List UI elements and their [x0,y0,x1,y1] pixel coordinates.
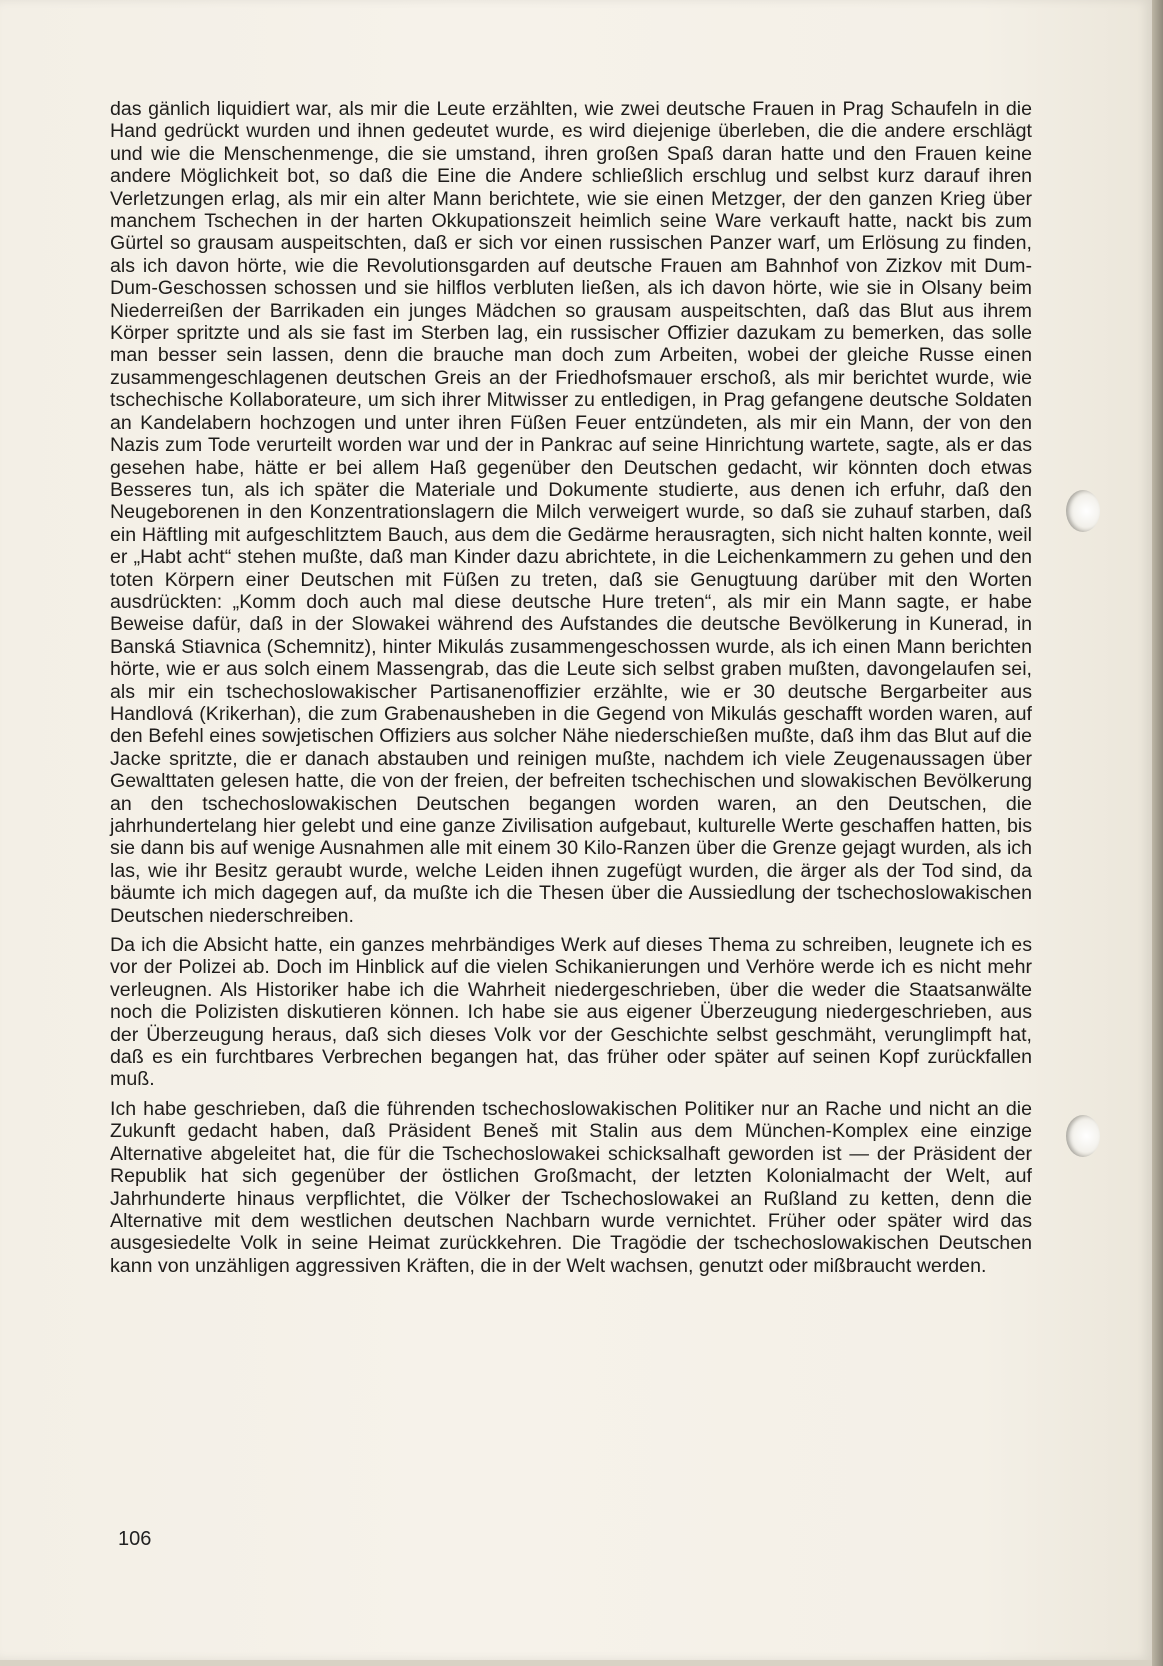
body-text [110,98,1032,1284]
paragraph-3: Ich habe geschrieben, daß die führenden tschechoslowakischen Politiker nur an Rache und nicht an die Zukunft gedacht haben, daß Präsident Beneš mit Stalin aus dem München-Komplex eine einzige Alternative abgeleitet hat, die für die Tschechoslowakei schicksalhaft geworden ist — der Präsident der Republik hat sich gegenüber der östlichen Großmacht, der letzten Kolonialmacht der Welt, auf Jahrhunderte hinaus verpflichtet, die Völker der Tschechoslowakei an Rußland zu ketten, denn die Alternative mit dem westlichen deutschen Nachbarn wurde vernichtet. Früher oder später wird das ausgesiedelte Volk in seine Heimat zurückkehren. Die Tragödie der tschechoslowakischen Deutschen kann von unzähligen aggressiven Kräften, die in der Welt wachsen, genutzt oder mißbraucht werden. [110,1097,1032,1277]
paragraph-1: das gänlich liquidiert war, als mir die Leute erzählten, wie zwei deutsche Frauen in Prag Schaufeln in die Hand gedrückt wurden und ihnen gedeutet wurde, es wird diejenige überleben, die die andere erschlägt und wie die Menschenmenge, die sie umstand, ihren großen Spaß daran hatte und den Frauen keine andere Möglichkeit bot, so daß die Eine die Andere schließlich erschlug und selbst kurz darauf ihren Verletzungen erlag, als mir ein alter Mann berichtete, wie sie einen Metzger, der den ganzen Krieg über manchem Tschechen in der harten Okkupationszeit heimlich seine Ware verkauft hatte, nackt bis zum Gürtel so grausam auspeitschten, daß er sich vor einen russischen Panzer warf, um Erlösung zu finden, als ich davon hörte, wie die Revolutionsgarden auf deutsche Frauen am Bahnhof von Zizkov mit Dum-Dum-Geschossen schossen und sie hilflos verbluten ließen, als ich davon hörte, wie sie in Olsany beim Niederreißen der Barrikaden ein junges Mädchen so grausam auspeitschten, daß das Blut aus ihrem Körper spritzte und als sie fast im Sterben lag, ein russischer Offizier dazukam zu bemerken, das solle man besser sein lassen, denn die brauche man doch zum Arbeiten, wobei der gleiche Russe einen zusammengeschlagenen deutschen Greis an der Friedhofsmauer erschoß, als mir berichtet wurde, wie tschechische Kollaborateure, um sich ihrer Mitwisser zu entledigen, in Prag gefangene deutsche Soldaten an Kandelabern hochzogen und unter ihren Füßen Feuer entzündeten, als mir ein Mann, der von den Nazis zum Tode verurteilt worden war und der in Pankrac auf seine Hinrichtung wartete, sagte, als er das gesehen habe, hätte er bei allem Haß gegenüber den Deutschen gedacht, wir könnten doch etwas Besseres tun, als ich später die Materiale und Dokumente studierte, aus denen ich erfuhr, daß den Neugeborenen in den Konzentrationslagern die Milch verweigert wurde, so daß sie zuhauf starben, daß ein Häftling mit aufgeschlitztem Bauch, aus dem die Gedärme herausragten, sich nicht halten konnte, weil er „Habt acht“ stehen mußte, daß man Kinder dazu abrichtete, in die Leichenkammern zu gehen und den toten Körpern einer Deutschen mit Füßen zu treten, daß sie Genugtuung darüber mit den Worten ausdrückten: „Komm doch auch mal diese deutsche Hure treten“, als mir ein Mann sagte, er habe Beweise dafür, daß in der Slowakei während des Aufstandes die deutsche Bevölkerung in Kunerad, in Banská Stiavnica (Schemnitz), hinter Mikulás zusammengeschossen wurde, als ich einen Mann berichten hörte, wie er aus solch einem Massengrab, das die Leute sich selbst graben mußten, davongelaufen sei, als mir ein tschechoslowakischer Partisanenoffizier erzählte, wie er 30 deutsche Bergarbeiter aus Handlová (Krikerhan), die zum Grabenausheben in die Gegend von Mikulás geschafft worden waren, auf den Befehl eines sowjetischen Offiziers aus solcher Nähe niederschießen mußte, daß ihm das Blut auf die Jacke spritzte, die er danach abstauben und reinigen mußte, nachdem ich viele Zeugenaussagen über Gewalttaten gelesen hatte, die von der freien, der befreiten tschechischen und slowakischen Bevölkerung an den tschechoslowakischen Deutschen begangen worden waren, an den Deutschen, die jahrhundertelang hier gelebt und eine ganze Zivilisation aufgebaut, kulturelle Werte geschaffen hatten, bis sie dann bis auf wenige Ausnahmen alle mit einem 30 Kilo-Ranzen über die Grenze gejagt wurden, als ich las, wie ihr Besitz geraubt wurde, welche Leiden ihnen zugefügt wurden, die ärger als der Tod sind, da bäumte ich mich dagegen auf, da mußte ich die Thesen über die Aussiedlung der tschechoslowakischen Deutschen niederschreiben. [110,98,1032,927]
paragraph-2: Da ich die Absicht hatte, ein ganzes mehrbändiges Werk auf dieses Thema zu schreiben, leugnete ich es vor der Polizei ab. Doch im Hinblick auf die vielen Schikanierungen und Verhöre werde ich es nicht mehr verleugnen. Als Historiker habe ich die Wahrheit niedergeschrieben, über die weder die Staatsanwälte noch die Polizisten diskutieren können. Ich habe sie aus eigener Überzeugung niedergeschrieben, aus der Überzeugung heraus, daß sich dieses Volk vor der Geschichte selbst geschmäht, verunglimpft hat, daß es ein furchtbares Verbrechen begangen hat, das früher oder später auf seinen Kopf zurückfallen muß. [110,934,1032,1091]
punch-hole-icon [1066,1115,1100,1157]
page-number: 106 [118,1528,152,1550]
punch-hole-icon [1066,490,1100,532]
binding-edge [1152,0,1163,1666]
